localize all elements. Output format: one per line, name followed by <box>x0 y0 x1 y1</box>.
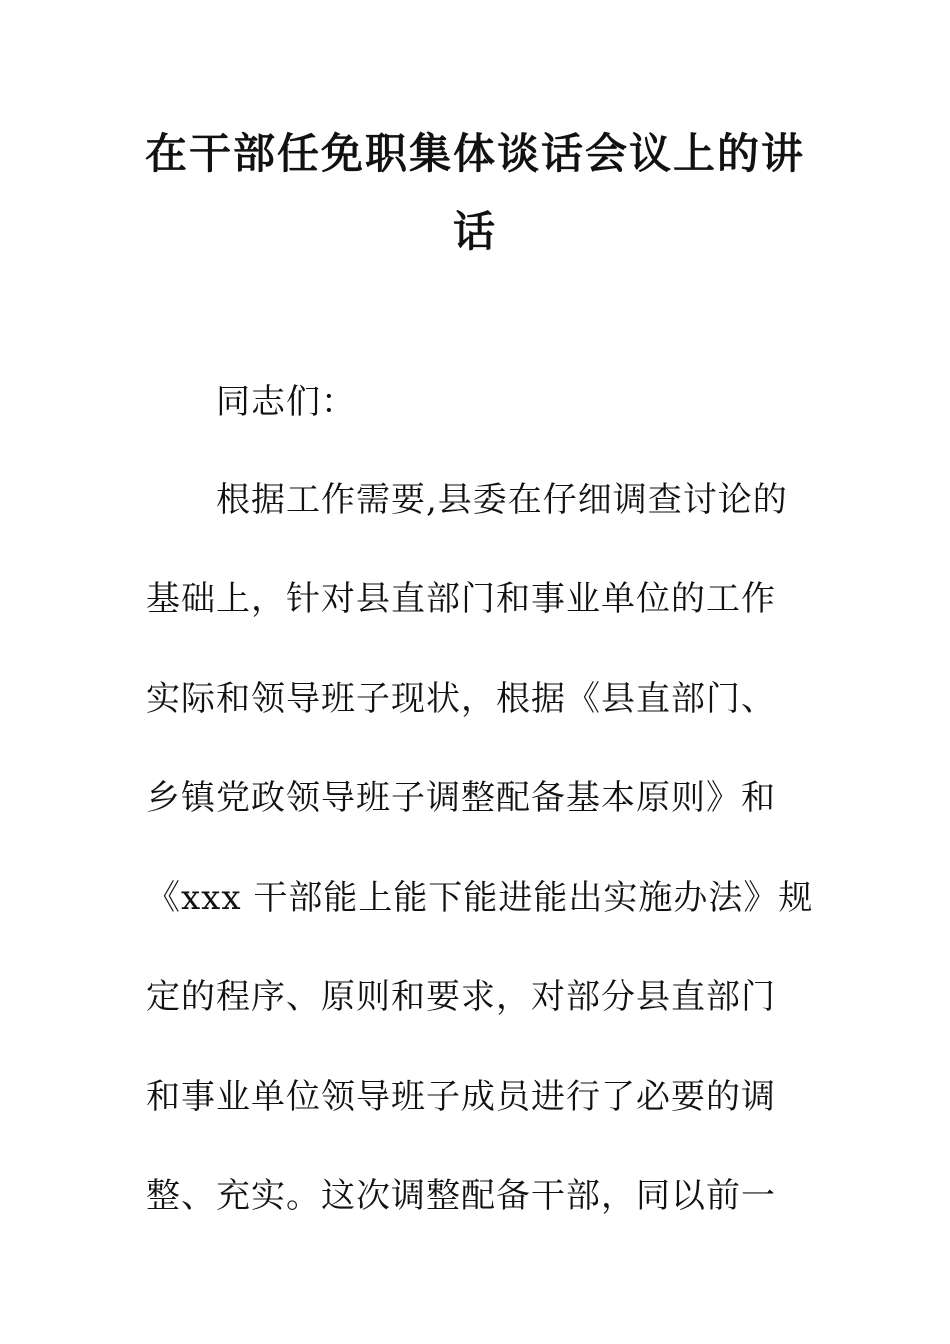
body-line: 整、充实。这次调整配备干部，同以前一 <box>146 1176 776 1216</box>
document-title-line-2: 话 <box>452 207 497 256</box>
body-line: 定的程序、原则和要求，对部分县直部门 <box>146 977 776 1017</box>
salutation: 同志们： <box>216 382 356 422</box>
document-title-line-1: 在干部任免职集体谈话会议上的讲 <box>144 129 805 178</box>
body-line: 根据工作需要,县委在仔细调查讨论的 <box>216 480 788 520</box>
body-line: 乡镇党政领导班子调整配备基本原则》和 <box>146 778 776 818</box>
body-line: 实际和领导班子现状，根据《县直部门、 <box>146 679 776 719</box>
body-line: 和事业单位领导班子成员进行了必要的调 <box>146 1077 776 1117</box>
body-line: 《xxx 干部能上能下能进能出实施办法》规 <box>146 878 814 918</box>
body-line: 基础上，针对县直部门和事业单位的工作 <box>146 579 776 619</box>
